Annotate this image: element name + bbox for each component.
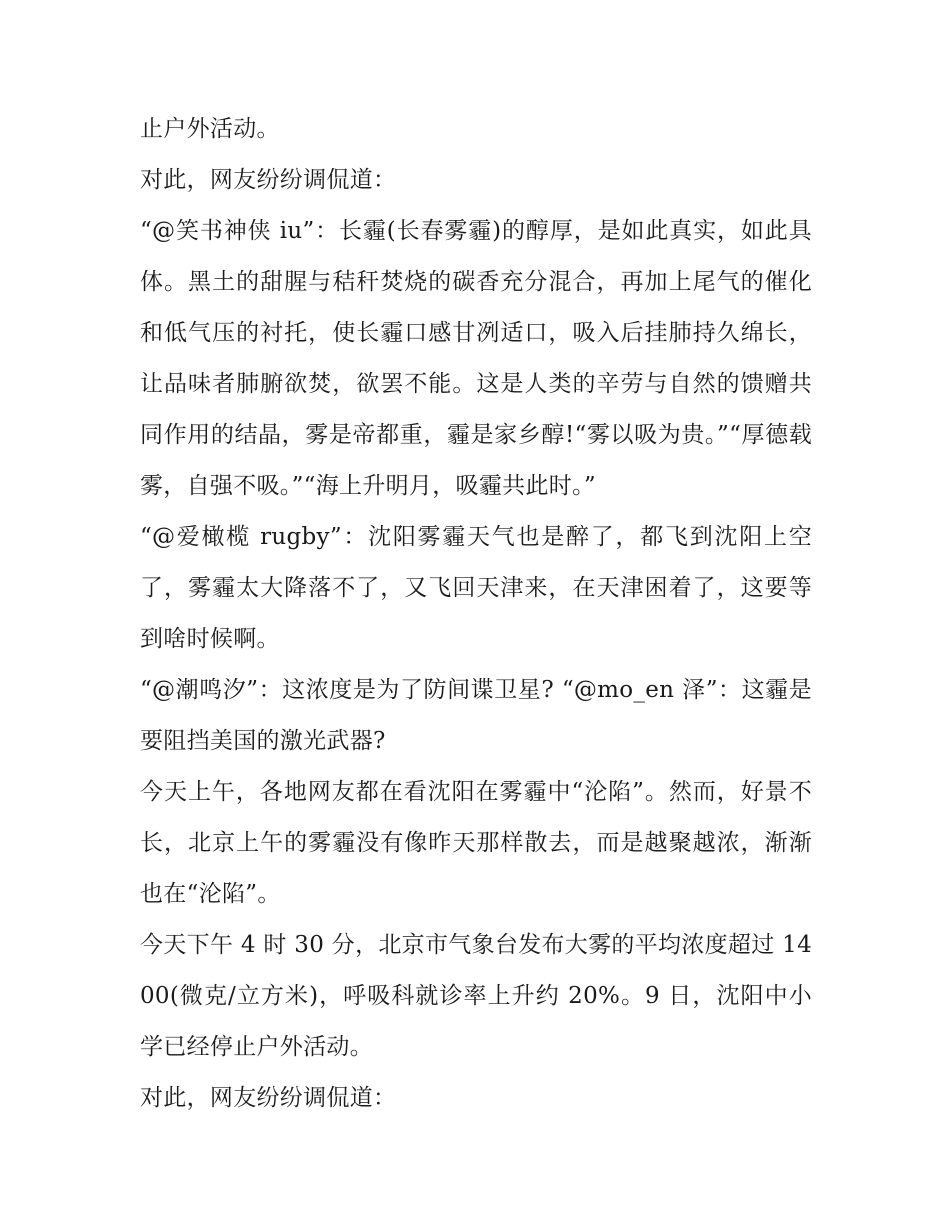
paragraph: 今天上午，各地网友都在看沈阳在雾霾中“沦陷”。然而，好景不长，北京上午的雾霾没有像昨天那样散去，而是越聚越浓，渐渐也在“沦陷”。 [140, 779, 812, 907]
paragraph: “@爱橄榄 rugby”：沈阳雾霾天气也是醉了，都飞到沈阳上空了，雾霾太大降落不了，又飞回天津来，在天津困着了，这要等到啥时候啊。 [140, 524, 812, 652]
paragraph: 对此，网友纷纷调侃道： [140, 1085, 397, 1111]
paragraph: 对此，网友纷纷调侃道： [140, 167, 397, 193]
paragraph: 今天下午 4 时 30 分，北京市气象台发布大雾的平均浓度超过 1400(微克/立方米)，呼吸科就诊率上升约 20%。9 日，沈阳中小学已经停止户外活动。 [140, 932, 812, 1060]
paragraph: “@潮鸣汐”：这浓度是为了防间谍卫星? “@mo_en 泽”：这霾是要阻挡美国的激光武器? [140, 677, 812, 754]
body-text [140, 104, 812, 1124]
paragraph: “@笑书神侠 iu”：长霾(长春雾霾)的醇厚，是如此真实，如此具体。黑土的甜腥与秸秆焚烧的碳香充分混合，再加上尾气的催化和低气压的衬托，使长霾口感甘冽适口，吸入后挂肺持久绵长，让品味者肺腑欲焚，欲罢不能。这是人类的辛劳与自然的馈赠共同作用的结晶，雾是帝都重，霾是家乡醇!“雾以吸为贵。”“厚德载雾，自强不吸。”“海上升明月，吸霾共此时。” [140, 218, 812, 499]
paragraph: 止户外活动。 [140, 116, 280, 142]
